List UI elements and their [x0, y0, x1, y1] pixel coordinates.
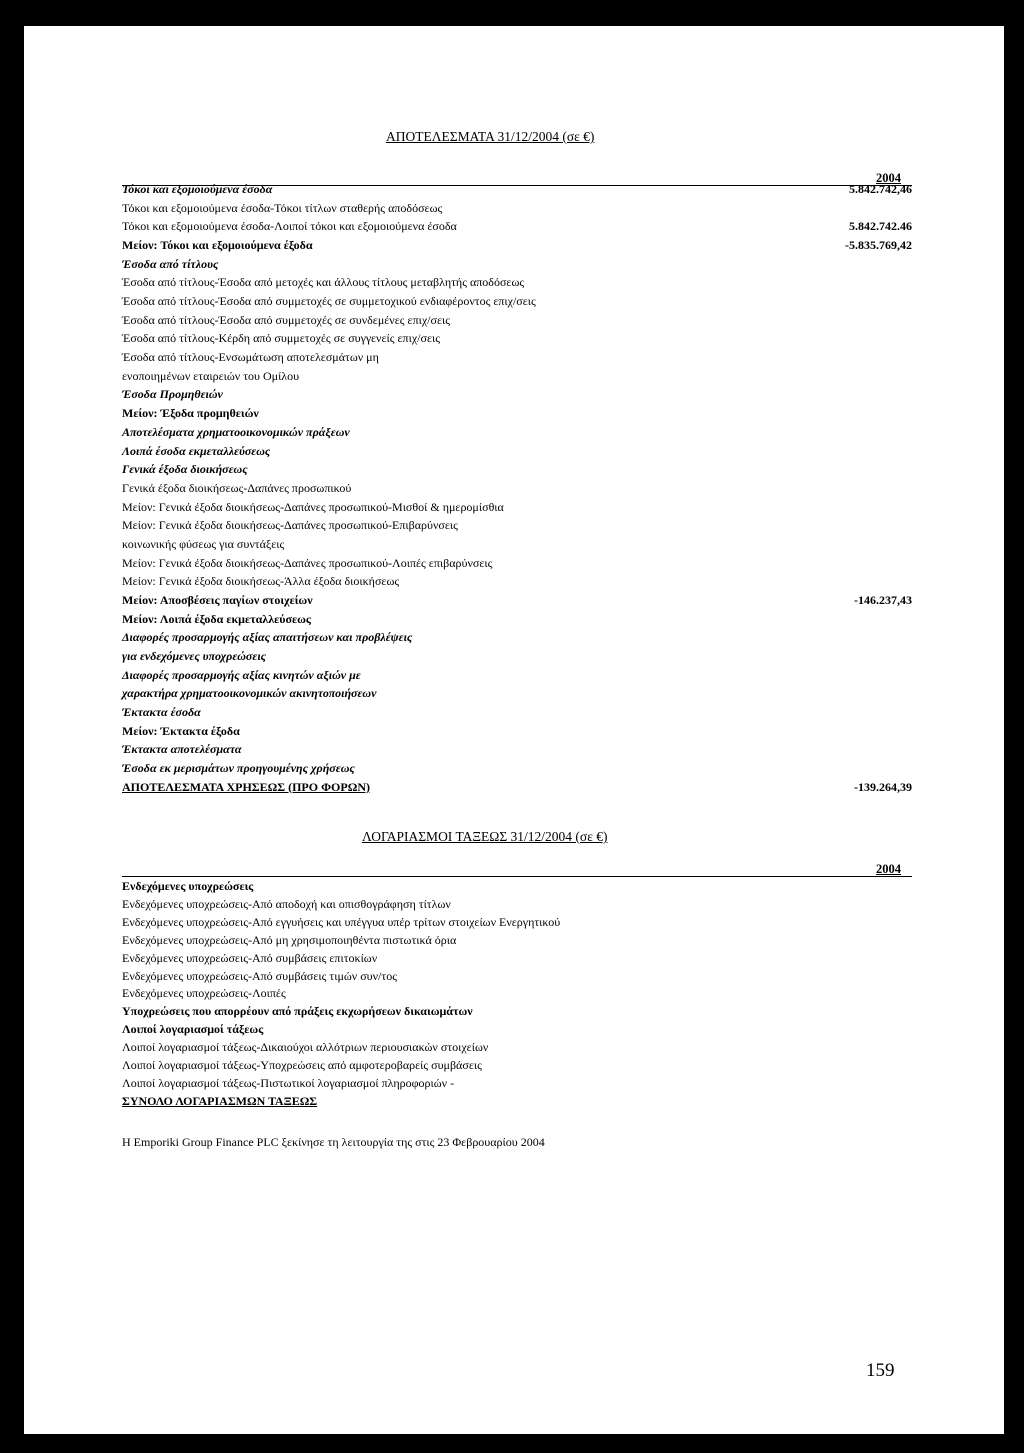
results-row-label: Έσοδα Προμηθειών: [122, 387, 223, 402]
results-row-label: Διαφορές προσαρμογής αξίας απαιτήσεων και προβλέψεις: [122, 630, 413, 645]
results-row-label: Μείον: Γενικά έξοδα διοικήσεως-Δαπάνες προσωπικού-Μισθοί & ημερομίσθια: [122, 499, 504, 514]
results-row-label: ΑΠΟΤΕΛΕΣΜΑΤΑ ΧΡΗΣΕΩΣ (ΠΡΟ ΦΟΡΩΝ): [122, 779, 370, 794]
results-row: [122, 293, 912, 310]
results-row: [122, 218, 912, 235]
results-row: [122, 499, 912, 516]
results-row-label: Έκτακτα έσοδα: [122, 705, 201, 720]
page-number: 159: [866, 1360, 895, 1381]
results-row-label: Γενικά έξοδα διοικήσεως-Δαπάνες προσωπικού: [122, 480, 352, 495]
memo-row: ΣΥΝΟΛΟ ΛΟΓΑΡΙΑΣΜΩΝ ΤΑΞΕΩΣ: [122, 1093, 318, 1108]
results-row: [122, 405, 912, 422]
memo-row: Ενδεχόμενες υποχρεώσεις: [122, 879, 254, 893]
memo-row: Ενδεχόμενες υποχρεώσεις-Από μη χρησιμοποιηθέντα πιστωτικά όρια: [122, 932, 457, 947]
results-row-label: Μείον: Έξοδα προμηθειών: [122, 406, 259, 421]
results-row-value: -5.835.769,42: [845, 238, 912, 253]
results-row: [122, 368, 912, 385]
results-row: [122, 667, 912, 684]
results-row-label: Λοιπά έσοδα εκμεταλλεύσεως: [122, 443, 271, 458]
results-row: [122, 461, 912, 478]
results-row: [122, 386, 912, 403]
memo-row: Ενδεχόμενες υποχρεώσεις-Λοιπές: [122, 986, 286, 1001]
results-row-label: χαρακτήρα χρηματοοικονομικών ακινητοποιήσεων: [122, 686, 377, 701]
results-row: [122, 779, 912, 796]
results-row: [122, 629, 912, 646]
results-row: [122, 312, 912, 329]
results-row-label: Μείον: Αποσβέσεις παγίων στοιχείων: [122, 592, 313, 607]
results-title: ΑΠΟΤΕΛΕΣΜΑΤΑ 31/12/2004 (σε €): [386, 129, 595, 144]
results-row-label: Έσοδα από τίτλους-Έσοδα από συμμετοχές σε συμμετοχικού ενδιαφέροντος επιχ/σεις: [122, 294, 536, 309]
memo-row: Ενδεχόμενες υποχρεώσεις-Από συμβάσεις τιμών συν/τος: [122, 968, 397, 983]
results-row-label: κοινωνικής φύσεως για συντάξεις: [122, 536, 285, 551]
results-row-label: Μείον: Γενικά έξοδα διοικήσεως-Δαπάνες προσωπικού-Λοιπές επιβαρύνσεις: [122, 555, 493, 570]
results-row-label: Μείον: Γενικά έξοδα διοικήσεως-Δαπάνες προσωπικού-Επιβαρύνσεις: [122, 518, 458, 533]
memo-row: Λοιποί λογαριασμοί τάξεως-Υποχρεώσεις από αμφοτεροβαρείς συμβάσεις: [122, 1058, 482, 1072]
results-row: [122, 330, 912, 347]
results-row: [122, 573, 912, 590]
results-row: [122, 741, 912, 758]
memo-row: Ενδεχόμενες υποχρεώσεις-Από εγγυήσεις και υπέγγυα υπέρ τρίτων στοιχείων Ενεργητικού: [122, 914, 561, 929]
results-row-label: Έσοδα από τίτλους-Ενσωμάτωση αποτελεσμάτων μη: [122, 350, 379, 365]
results-row: [122, 723, 912, 740]
results-row-value: 5.842.742,46: [849, 182, 912, 196]
results-row-value: 5.842.742.46: [849, 219, 912, 234]
results-row: [122, 237, 912, 254]
results-row-label: Μείον: Έκτακτα έξοδα: [122, 723, 240, 738]
memo-title: ΛΟΓΑΡΙΑΣΜΟΙ ΤΑΞΕΩΣ 31/12/2004 (σε €): [362, 829, 608, 844]
results-row-label: Αποτελέσματα χρηματοοικονομικών πράξεων: [122, 424, 350, 439]
results-row-label: Τόκοι και εξομοιούμενα έσοδα-Λοιποί τόκοι και εξομοιούμενα έσοδα: [122, 219, 457, 234]
results-row: [122, 274, 912, 291]
memo-row: Λοιποί λογαριασμοί τάξεως: [122, 1022, 264, 1037]
results-row-value: -146.237,43: [854, 592, 912, 607]
results-row-label: Μείον: Τόκοι και εξομοιούμενα έξοδα: [122, 238, 313, 253]
results-row: [122, 443, 912, 460]
results-row: [122, 480, 912, 497]
memo-row: Υποχρεώσεις που απορρέουν από πράξεις εκχωρήσεων δικαιωμάτων: [122, 1004, 473, 1019]
results-row: [122, 181, 912, 198]
memo-row: Λοιποί λογαριασμοί τάξεως-Πιστωτικοί λογαριασμοί πληροφοριών -: [122, 1075, 455, 1090]
results-row: [122, 760, 912, 777]
results-row-label: Μείον: Γενικά έξοδα διοικήσεως-Άλλα έξοδα διοικήσεως: [122, 574, 400, 589]
results-row: [122, 704, 912, 721]
results-row: [122, 256, 912, 273]
results-row-label: Μείον: Λοιπά έξοδα εκμεταλλεύσεως: [122, 611, 311, 626]
results-year-header: 2004: [876, 171, 901, 185]
results-row: [122, 349, 912, 366]
results-row-label: Έσοδα από τίτλους-Έσοδα από μετοχές και άλλους τίτλους μεταβλητής αποδόσεως: [122, 275, 525, 290]
results-row: [122, 611, 912, 628]
results-row: [122, 648, 912, 665]
results-row: [122, 685, 912, 702]
results-row-label: Έσοδα από τίτλους-Έσοδα από συμμετοχές σε συνδεμένες επιχ/σεις: [122, 312, 451, 327]
results-row-label: ενοποιημένων εταιρειών του Ομίλου: [122, 368, 300, 383]
results-row-label: Διαφορές προσαρμογής αξίας κινητών αξιών με: [122, 667, 361, 682]
results-row: [122, 517, 912, 534]
results-row: [122, 592, 912, 609]
memo-year-header: 2004: [876, 862, 901, 876]
memo-row: Ενδεχόμενες υποχρεώσεις-Από αποδοχή και οπισθογράφηση τίτλων: [122, 896, 451, 911]
results-row-label: για ενδεχόμενες υποχρεώσεις: [122, 649, 267, 663]
results-row: [122, 536, 912, 553]
results-row-value: -139.264,39: [854, 779, 912, 794]
results-row-label: Έσοδα από τίτλους-Κέρδη από συμμετοχές σε συγγενείς επιχ/σεις: [122, 331, 440, 346]
footnote: Η Emporiki Group Finance PLC ξεκίνησε τη λειτουργία της στις 23 Φεβρουαρίου 2004: [122, 1135, 545, 1149]
results-row: [122, 200, 912, 217]
memo-row: Ενδεχόμενες υποχρεώσεις-Από συμβάσεις επιτοκίων: [122, 950, 378, 965]
results-row-label: Έσοδα εκ μερισμάτων προηγουμένης χρήσεως: [122, 761, 355, 776]
results-row: [122, 424, 912, 441]
results-row-label: Τόκοι και εξομοιούμενα έσοδα-Τόκοι τίτλων σταθερής αποδόσεως: [122, 200, 443, 215]
results-row-label: Γενικά έξοδα διοικήσεως: [122, 462, 248, 477]
document-page: [24, 26, 1004, 1434]
results-row-label: Έσοδα από τίτλους: [122, 256, 219, 271]
results-row-label: Τόκοι και εξομοιούμενα έσοδα: [122, 182, 273, 196]
results-row: [122, 555, 912, 572]
results-row-label: Έκτακτα αποτελέσματα: [122, 742, 242, 757]
memo-row: Λοιποί λογαριασμοί τάξεως-Δικαιούχοι αλλότριων περιουσιακών στοιχείων: [122, 1040, 489, 1055]
